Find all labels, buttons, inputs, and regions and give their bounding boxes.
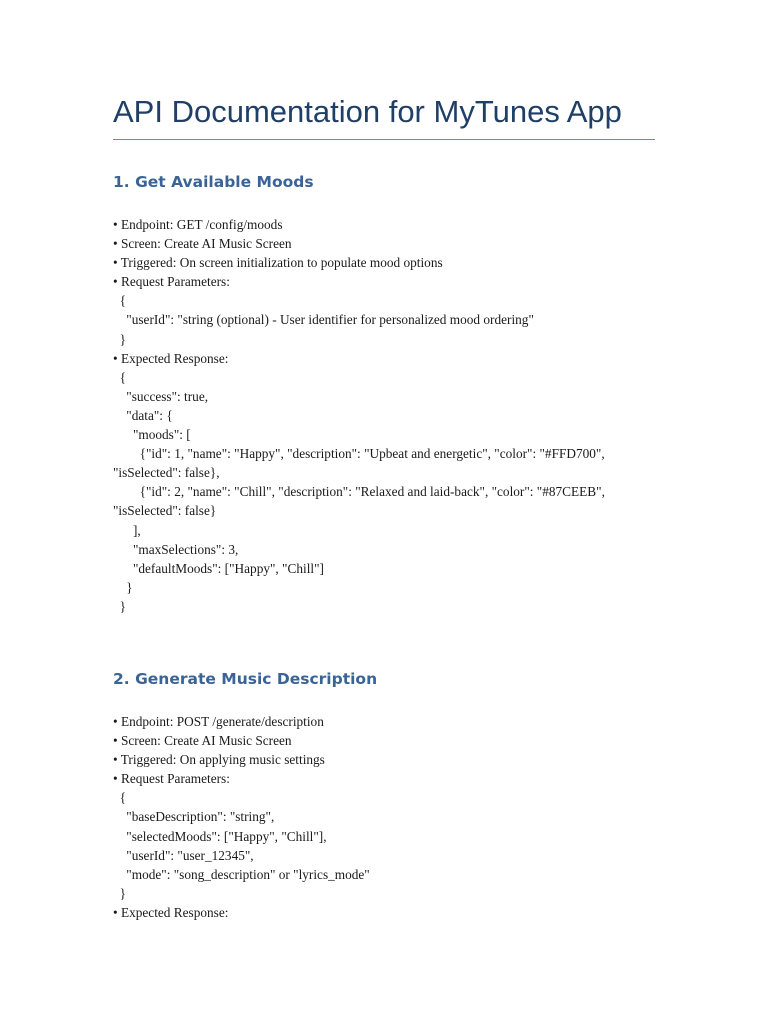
- code-line: {"id": 2, "name": "Chill", "description": "Relaxed and laid-back", "color": "#87CEEB",: [113, 484, 605, 500]
- section-body-generate-music-description: [113, 712, 673, 922]
- code-line: {: [113, 790, 127, 806]
- code-line: "selectedMoods": ["Happy", "Chill"],: [113, 828, 327, 844]
- code-line: {: [113, 369, 127, 385]
- text-line: • Triggered: On screen initialization to populate mood options: [113, 255, 443, 271]
- code-line: "isSelected": false}: [113, 503, 217, 519]
- code-line: }: [113, 579, 133, 595]
- code-line: "mode": "song_description" or "lyrics_mode": [113, 866, 370, 882]
- code-line: "userId": "user_12345",: [113, 847, 254, 863]
- text-line: • Endpoint: GET /config/moods: [113, 217, 283, 232]
- code-line: }: [113, 885, 127, 901]
- code-line: }: [113, 331, 127, 347]
- code-line: "userId": "string (optional) - User identifier for personalized mood ordering": [113, 312, 534, 328]
- code-line: {"id": 1, "name": "Happy", "description": "Upbeat and energetic", "color": "#FFD700",: [113, 446, 605, 462]
- text-line: • Screen: Create AI Music Screen: [113, 236, 292, 252]
- title-underline: [113, 139, 655, 140]
- code-line: "data": {: [113, 407, 173, 423]
- text-line: • Request Parameters:: [113, 771, 230, 787]
- code-line: "defaultMoods": ["Happy", "Chill"]: [113, 560, 324, 576]
- text-line: • Request Parameters:: [113, 274, 230, 290]
- text-line: • Expected Response:: [113, 904, 229, 920]
- section-heading-generate-music-description: 2. Generate Music Description: [113, 670, 378, 688]
- code-line: }: [113, 598, 127, 614]
- code-line: {: [113, 293, 127, 309]
- code-line: "isSelected": false},: [113, 465, 220, 481]
- section-heading-get-available-moods: 1. Get Available Moods: [113, 173, 314, 191]
- text-line: • Triggered: On applying music settings: [113, 752, 325, 768]
- code-line: "success": true,: [113, 388, 209, 404]
- text-line: • Endpoint: POST /generate/description: [113, 714, 324, 729]
- code-line: "maxSelections": 3,: [113, 541, 239, 557]
- document-title: API Documentation for MyTunes App: [113, 94, 622, 129]
- text-line: • Expected Response:: [113, 350, 229, 366]
- code-line: "moods": [: [113, 427, 191, 443]
- code-line: ],: [113, 522, 141, 538]
- code-line: "baseDescription": "string",: [113, 809, 275, 825]
- text-line: • Screen: Create AI Music Screen: [113, 733, 292, 749]
- section-body-get-available-moods: [113, 215, 673, 616]
